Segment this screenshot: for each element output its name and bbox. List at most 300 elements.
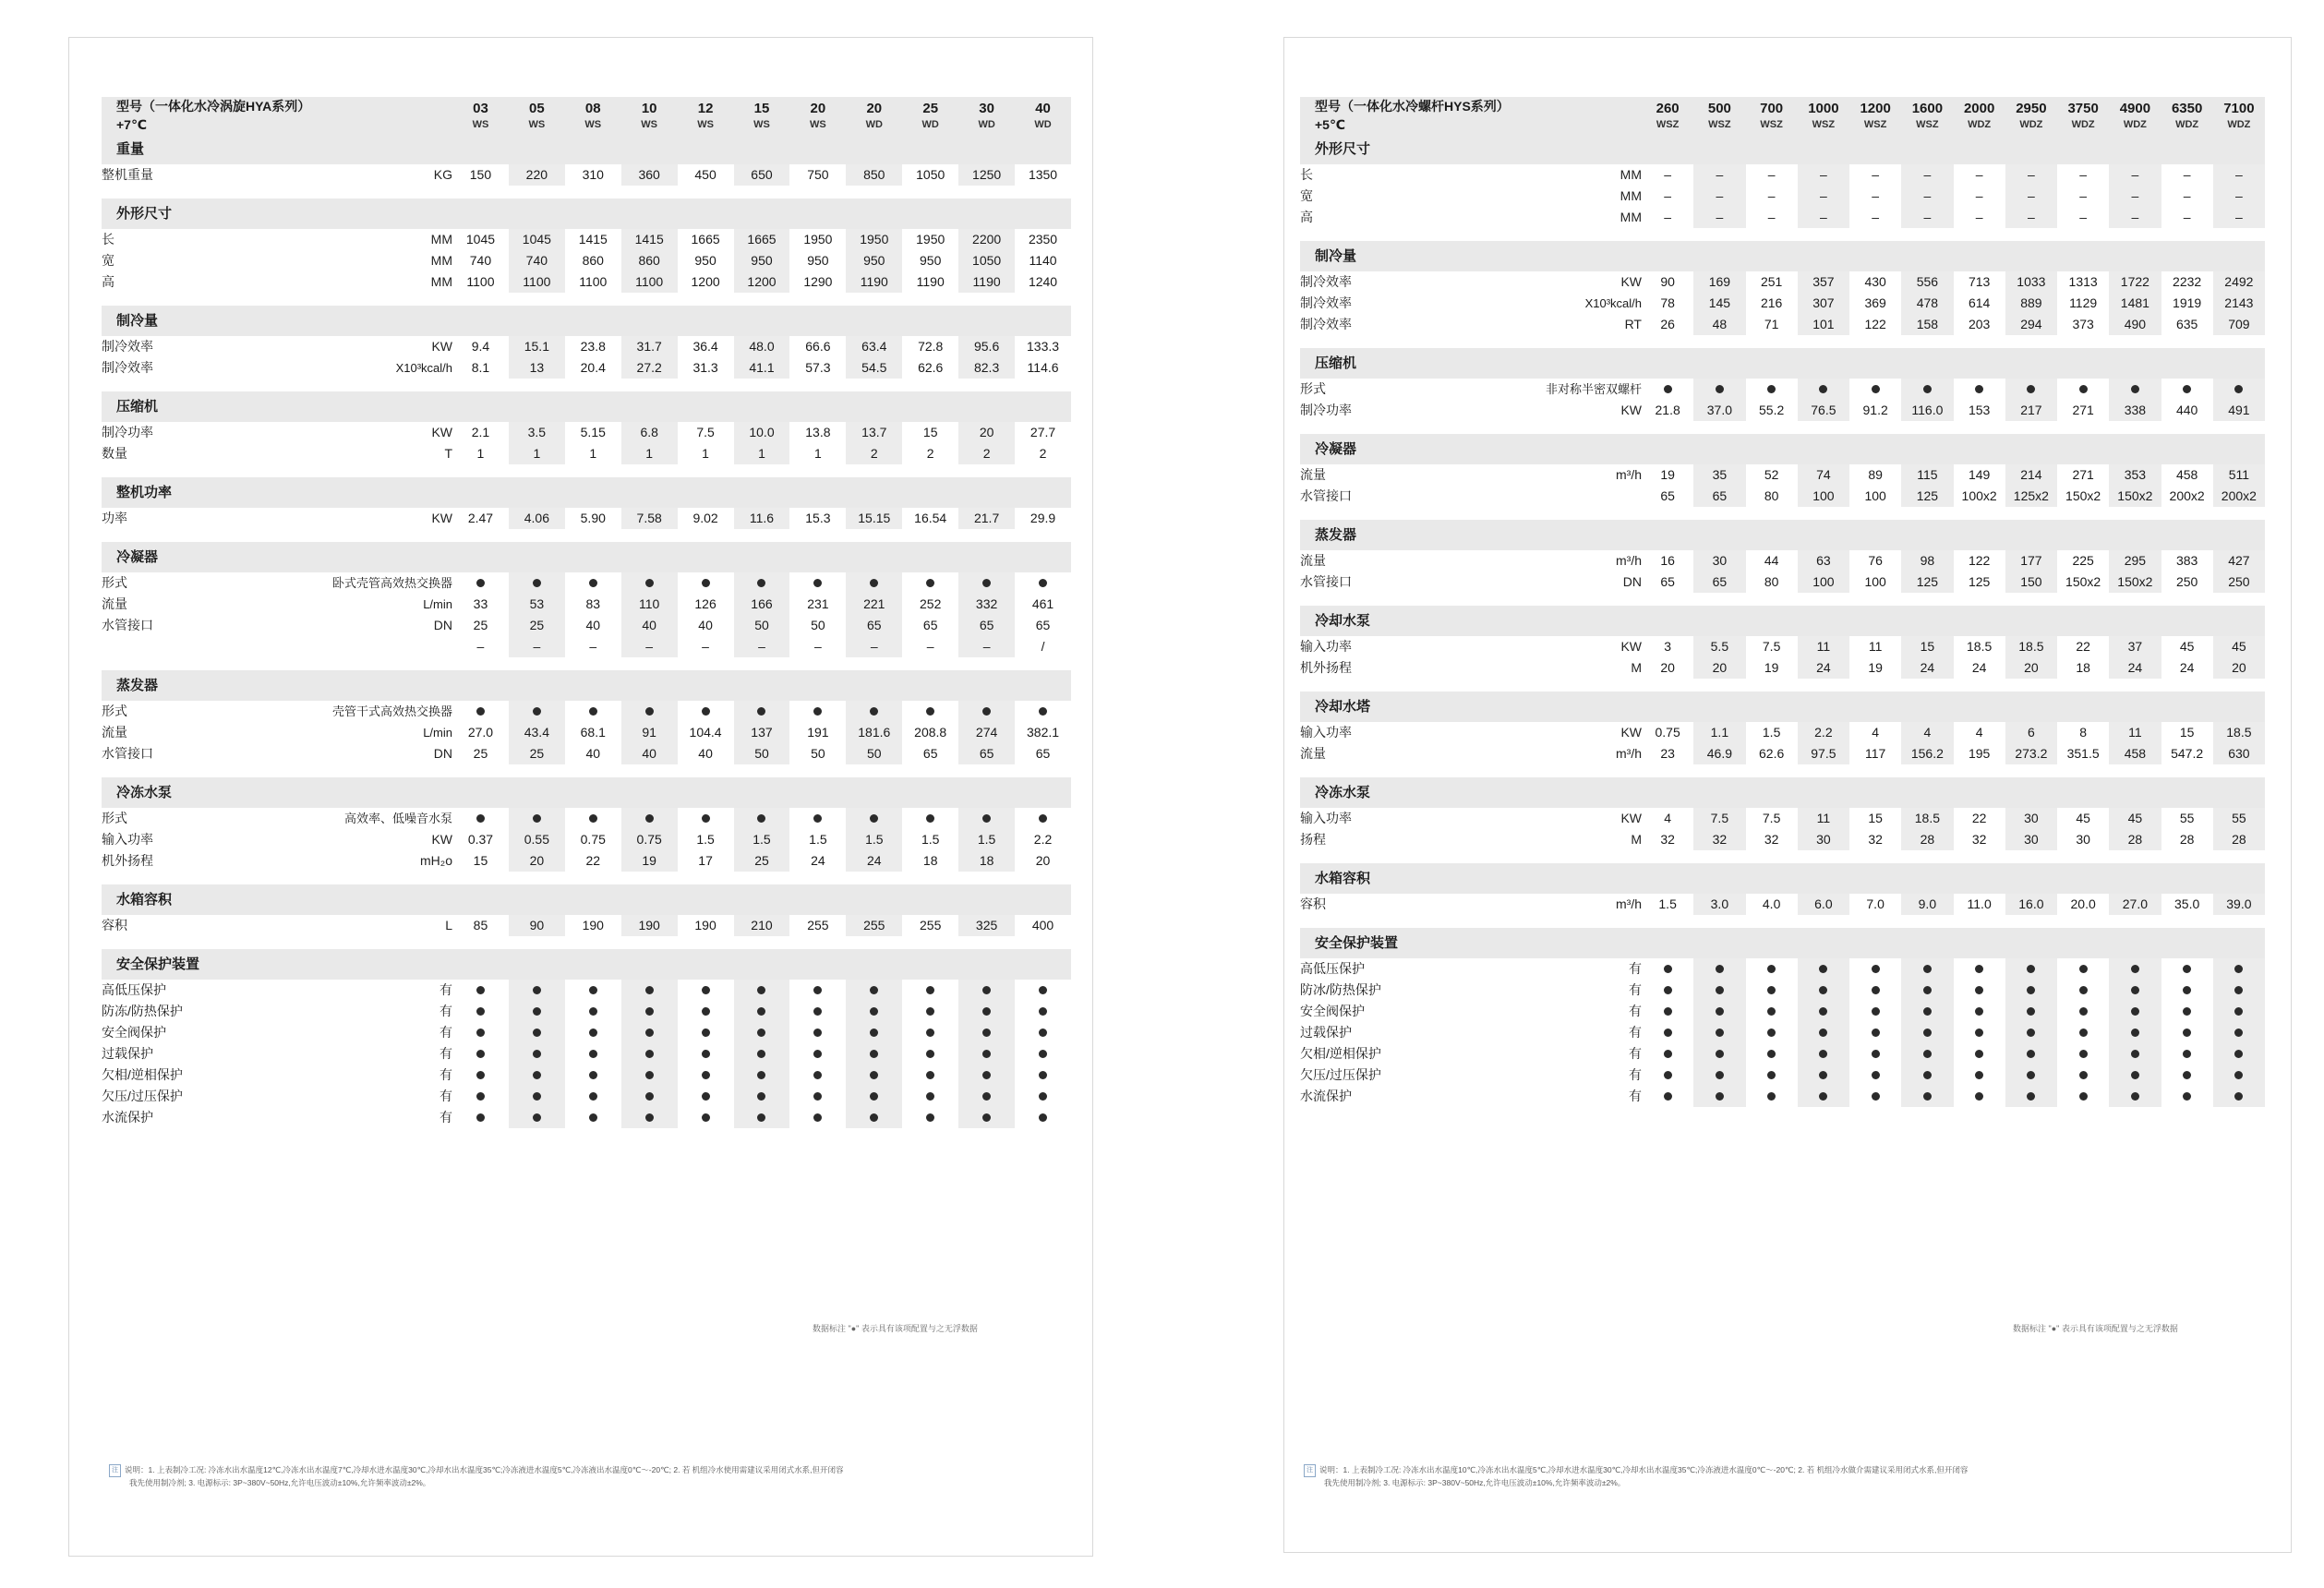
- filled-dot-icon: [533, 1007, 541, 1016]
- section-spacer-cell: [734, 391, 790, 422]
- section-spacer-cell: [1746, 134, 1798, 164]
- value-cell: 15.1: [509, 336, 565, 357]
- value-cell: –: [2213, 207, 2265, 228]
- section-spacer-cell: [678, 306, 734, 336]
- feature-dot-cell: [2057, 1001, 2109, 1022]
- section-spacer-cell: [565, 306, 621, 336]
- value-cell: 1415: [621, 229, 678, 250]
- value-cell: 1950: [916, 232, 945, 247]
- section-spacer-cell: [621, 884, 678, 915]
- value-cell: 273.2: [2005, 743, 2057, 764]
- section-spacer-cell: [2109, 434, 2161, 464]
- row-label: 输入功率: [1300, 725, 1352, 740]
- section-spacer-cell: [1954, 606, 2005, 636]
- section-spacer-cell: [678, 884, 734, 915]
- row-unit: DN: [433, 746, 452, 761]
- feature-dot-cell: [2213, 1086, 2265, 1107]
- filled-dot-icon: [2027, 1050, 2035, 1058]
- feature-dot-cell: [678, 1043, 734, 1065]
- value-cell: 80: [1764, 488, 1779, 503]
- feature-dot-cell: [1798, 1065, 1849, 1086]
- row-unit: L/min: [423, 597, 452, 611]
- row-label: 水管接口: [102, 746, 153, 761]
- value-cell: 191: [807, 725, 829, 740]
- filled-dot-icon: [1819, 1092, 1827, 1101]
- filled-dot-icon: [757, 707, 765, 716]
- table-header-row: [1300, 97, 2265, 134]
- value-cell: 45: [2179, 639, 2195, 654]
- value-cell: 21.7: [958, 508, 1015, 529]
- model-column-header: 2000 WDZ: [1954, 97, 2005, 134]
- value-cell: 4.0: [1762, 896, 1781, 911]
- value-cell: 310: [582, 167, 604, 182]
- filled-dot-icon: [926, 1113, 934, 1122]
- feature-dot-cell: [1849, 1086, 1901, 1107]
- value-cell: 116.0: [1901, 400, 1953, 421]
- filled-dot-icon: [1975, 986, 1983, 994]
- value-cell: 1045: [509, 229, 565, 250]
- section-spacer-cell: [1849, 692, 1901, 722]
- section-spacer-cell: [2161, 241, 2213, 271]
- value-cell: 713: [1968, 274, 1991, 289]
- row-label: 长: [1300, 167, 1313, 182]
- model-label: 型号（一体化水冷涡旋HYA系列） +7℃: [102, 97, 332, 134]
- value-cell: 156.2: [1901, 743, 1953, 764]
- row-unit: m³/h: [1616, 896, 1642, 911]
- filled-dot-icon: [813, 1113, 822, 1122]
- section-spacer-cell: [2213, 348, 2265, 379]
- value-cell: 90: [1660, 274, 1675, 289]
- row-unit: mH₂o: [420, 853, 452, 868]
- row-unit: 有: [440, 1089, 452, 1103]
- value-cell: 458: [2175, 467, 2198, 482]
- section-spacer-cell: [1798, 241, 1849, 271]
- filled-dot-icon: [533, 986, 541, 994]
- section-spacer-cell: [1693, 777, 1745, 808]
- value-cell: 50: [734, 743, 790, 764]
- section-header-row: [102, 198, 1071, 229]
- section-spacer-cell: [789, 391, 846, 422]
- feature-dot-cell: [789, 701, 846, 722]
- value-cell: 740: [469, 253, 492, 268]
- value-cell: 221: [846, 594, 902, 615]
- row-label: 形式: [102, 575, 127, 590]
- value-cell: 55: [2213, 808, 2265, 829]
- value-cell: 217: [2005, 400, 2057, 421]
- value-cell: 104.4: [689, 725, 722, 740]
- filled-dot-icon: [1039, 1029, 1047, 1037]
- section-spacer-cell: [678, 391, 734, 422]
- value-cell: 2.47: [467, 511, 494, 525]
- value-cell: 271: [2072, 403, 2094, 417]
- section-spacer-cell: [1798, 520, 1849, 550]
- value-cell: 2.2: [1798, 722, 1849, 743]
- value-cell: 210: [734, 915, 790, 936]
- section-spacer-cell: [1901, 692, 1953, 722]
- feature-dot-cell: [509, 1065, 565, 1086]
- value-cell: 950: [846, 250, 902, 271]
- feature-dot-cell: [678, 572, 734, 594]
- value-cell: 511: [2213, 464, 2265, 486]
- feature-dot-cell: [565, 701, 621, 722]
- section-gap: [1300, 507, 2265, 520]
- value-cell: 18.5: [1901, 808, 1953, 829]
- row-unit: 非对称半密双螺杆: [1545, 382, 1642, 396]
- value-cell: 450: [694, 167, 716, 182]
- section-spacer-cell: [1015, 542, 1071, 572]
- filled-dot-icon: [2131, 965, 2139, 973]
- filled-dot-icon: [1039, 814, 1047, 823]
- section-spacer-cell: [1901, 863, 1953, 894]
- value-cell: 1665: [691, 232, 720, 247]
- feature-dot-cell: [2005, 980, 2057, 1001]
- table-row: [1300, 314, 2265, 335]
- section-spacer-cell: [2005, 863, 2057, 894]
- value-cell: 3: [1664, 639, 1672, 654]
- feature-dot-cell: [1015, 1001, 1071, 1022]
- section-spacer-cell: [1901, 434, 1953, 464]
- row-unit: 有: [440, 1110, 452, 1125]
- value-cell: 5.90: [580, 511, 606, 525]
- filled-dot-icon: [1716, 1050, 1724, 1058]
- value-cell: 860: [582, 253, 604, 268]
- value-cell: 1.5: [921, 832, 940, 847]
- value-cell: 1: [476, 446, 485, 461]
- filled-dot-icon: [1819, 965, 1827, 973]
- feature-dot-cell: [789, 1043, 846, 1065]
- value-cell: 231: [807, 596, 829, 611]
- row-label: 宽: [102, 253, 114, 268]
- row-label: 数量: [102, 446, 127, 461]
- value-cell: 65: [922, 618, 938, 632]
- row-label: 高低压保护: [1300, 961, 1365, 976]
- value-cell: 25: [509, 743, 565, 764]
- table-row: [1300, 571, 2265, 593]
- value-cell: –: [1664, 167, 1672, 182]
- value-cell: –: [1767, 188, 1776, 203]
- table-row: [102, 250, 1071, 271]
- filled-dot-icon: [2131, 1050, 2139, 1058]
- row-unit: T: [444, 446, 452, 461]
- feature-dot-cell: [734, 1022, 790, 1043]
- filled-dot-icon: [1767, 986, 1776, 994]
- section-spacer-cell: [789, 134, 846, 164]
- filled-dot-icon: [982, 986, 991, 994]
- value-cell: 1.5: [1658, 896, 1677, 911]
- section-spacer-cell: [1849, 434, 1901, 464]
- value-cell: 16.0: [2005, 894, 2057, 915]
- filled-dot-icon: [757, 1071, 765, 1079]
- section-spacer-cell: [678, 134, 734, 164]
- value-cell: 294: [2005, 314, 2057, 335]
- section-gap: [1300, 1107, 2265, 1120]
- feature-dot-cell: [2161, 1086, 2213, 1107]
- filled-dot-icon: [2027, 1029, 2035, 1037]
- section-title: 整机功率: [102, 477, 452, 508]
- value-cell: 295: [2109, 550, 2161, 571]
- value-cell: –: [2183, 210, 2191, 224]
- feature-dot-cell: [1901, 1001, 1953, 1022]
- feature-dot-cell: [958, 1107, 1015, 1128]
- value-cell: 1100: [579, 274, 608, 289]
- section-spacer-cell: [509, 670, 565, 701]
- filled-dot-icon: [2131, 986, 2139, 994]
- section-spacer-cell: [1015, 134, 1071, 164]
- row-label: 制冷效率: [102, 339, 153, 354]
- model-column-header: 10 WS: [621, 97, 678, 134]
- feature-dot-cell: [678, 1107, 734, 1128]
- section-spacer-cell: [2161, 863, 2213, 894]
- table-row: [102, 357, 1071, 379]
- table-row: [1300, 1065, 2265, 1086]
- value-cell: 122: [1864, 317, 1886, 331]
- value-cell: 27.0: [467, 725, 494, 740]
- feature-dot-cell: [1849, 379, 1901, 400]
- feature-dot-cell: [789, 1086, 846, 1107]
- section-spacer-cell: [2005, 134, 2057, 164]
- filled-dot-icon: [757, 1007, 765, 1016]
- section-spacer-cell: [1849, 928, 1901, 958]
- value-cell: 24: [811, 853, 825, 868]
- row-label: 安全阀保护: [102, 1025, 166, 1040]
- section-spacer-cell: [1849, 520, 1901, 550]
- footnote-marker-right: 注: [1304, 1464, 1316, 1477]
- value-cell: 62.6: [1759, 746, 1785, 761]
- section-spacer-cell: [958, 777, 1015, 808]
- row-label: 过载保护: [1300, 1025, 1352, 1040]
- section-spacer-cell: [2213, 606, 2265, 636]
- value-cell: 1100: [466, 274, 495, 289]
- feature-dot-cell: [509, 980, 565, 1001]
- right-footnote-line1: 说明：1. 上表制冷工况: 冷冻水出水温度10℃,冷冻水出水温度5℃,冷却水进水温度30℃,冷却水出水温度35℃;冷冻液进水温度0℃～-20℃; 2. 若 机组冷水做介需建议采用闭式水系,但开闭容: [1319, 1465, 1969, 1474]
- value-cell: 7.0: [1866, 896, 1884, 911]
- section-spacer-cell: [1746, 692, 1798, 722]
- filled-dot-icon: [1039, 1050, 1047, 1058]
- section-spacer-cell: [2057, 241, 2109, 271]
- value-cell: 2: [846, 443, 902, 464]
- feature-dot-cell: [621, 808, 678, 829]
- section-spacer-cell: [958, 884, 1015, 915]
- feature-dot-cell: [1901, 958, 1953, 980]
- row-unit: X10³kcal/h: [395, 361, 452, 375]
- filled-dot-icon: [870, 1029, 878, 1037]
- row-unit: KW: [431, 832, 452, 847]
- filled-dot-icon: [1716, 986, 1724, 994]
- value-cell: 166: [734, 594, 790, 615]
- value-cell: 95.6: [958, 336, 1015, 357]
- table-row: [102, 1086, 1071, 1107]
- row-label: 流量: [1300, 467, 1326, 482]
- row-unit: 有: [440, 1067, 452, 1082]
- feature-dot-cell: [621, 980, 678, 1001]
- section-spacer-cell: [734, 134, 790, 164]
- row-unit: 有: [1629, 1067, 1642, 1082]
- value-cell: 325: [958, 915, 1015, 936]
- filled-dot-icon: [1819, 986, 1827, 994]
- row-label: 输入功率: [102, 832, 153, 847]
- value-cell: 1250: [958, 164, 1015, 186]
- value-cell: 1.5: [734, 829, 790, 850]
- feature-dot-cell: [1746, 1001, 1798, 1022]
- filled-dot-icon: [1872, 1071, 1880, 1079]
- value-cell: /: [1041, 639, 1045, 654]
- model-column-header: 08 WS: [565, 97, 621, 134]
- section-header-row: [102, 477, 1071, 508]
- row-unit: M: [1631, 660, 1642, 675]
- feature-dot-cell: [2213, 980, 2265, 1001]
- filled-dot-icon: [476, 814, 485, 823]
- value-cell: 427: [2213, 550, 2265, 571]
- section-spacer-cell: [846, 306, 902, 336]
- feature-dot-cell: [2057, 1065, 2109, 1086]
- value-cell: 55: [2179, 811, 2195, 825]
- value-cell: 255: [846, 915, 902, 936]
- value-cell: 8.1: [471, 360, 490, 375]
- value-cell: 20: [1035, 853, 1051, 868]
- row-label: 制冷效率: [1300, 317, 1352, 331]
- value-cell: 21.8: [1655, 403, 1680, 417]
- filled-dot-icon: [533, 707, 541, 716]
- filled-dot-icon: [982, 579, 991, 587]
- table-row: [1300, 894, 2265, 915]
- value-cell: 216: [1760, 295, 1783, 310]
- section-spacer-cell: [565, 134, 621, 164]
- filled-dot-icon: [2183, 1007, 2191, 1016]
- feature-dot-cell: [2213, 379, 2265, 400]
- value-cell: –: [1901, 186, 1953, 207]
- value-cell: 1: [702, 446, 709, 461]
- value-cell: 1919: [2173, 295, 2202, 310]
- table-row: [1300, 464, 2265, 486]
- value-cell: 44: [1764, 553, 1779, 568]
- feature-dot-cell: [2057, 958, 2109, 980]
- table-row: [102, 1001, 1071, 1022]
- section-spacer-cell: [509, 777, 565, 808]
- value-cell: 37.0: [1693, 400, 1745, 421]
- section-spacer-cell: [565, 777, 621, 808]
- filled-dot-icon: [2234, 1092, 2243, 1101]
- feature-dot-cell: [678, 980, 734, 1001]
- section-spacer-cell: [1642, 928, 1693, 958]
- feature-dot-cell: [1693, 958, 1745, 980]
- section-spacer-cell: [2057, 606, 2109, 636]
- value-cell: 1.5: [846, 829, 902, 850]
- row-label: 制冷功率: [102, 425, 153, 439]
- filled-dot-icon: [476, 986, 485, 994]
- value-cell: 46.9: [1693, 743, 1745, 764]
- value-cell: 78: [1660, 295, 1675, 310]
- filled-dot-icon: [1716, 1071, 1724, 1079]
- section-gap: [102, 764, 1071, 777]
- filled-dot-icon: [870, 814, 878, 823]
- value-cell: 48: [1693, 314, 1745, 335]
- filled-dot-icon: [1664, 1007, 1672, 1016]
- value-cell: –: [1798, 186, 1849, 207]
- feature-dot-cell: [846, 1001, 902, 1022]
- section-spacer-cell: [2005, 606, 2057, 636]
- value-cell: 66.6: [805, 339, 831, 354]
- value-cell: –: [1975, 210, 1983, 224]
- value-cell: –: [1767, 167, 1776, 182]
- value-cell: 7.5: [1762, 639, 1781, 654]
- value-cell: 110: [621, 594, 678, 615]
- section-spacer-cell: [1642, 348, 1693, 379]
- row-label: 输入功率: [1300, 639, 1352, 654]
- feature-dot-cell: [902, 572, 958, 594]
- value-cell: 27.0: [2109, 894, 2161, 915]
- model-column-header: 12 WS: [678, 97, 734, 134]
- model-column-header: 1200 WSZ: [1849, 97, 1901, 134]
- filled-dot-icon: [813, 986, 822, 994]
- value-cell: 208.8: [914, 725, 947, 740]
- filled-dot-icon: [926, 1050, 934, 1058]
- table-row: [102, 594, 1071, 615]
- row-unit: 有: [440, 1004, 452, 1018]
- section-spacer-cell: [2057, 434, 2109, 464]
- value-cell: 72.8: [918, 339, 944, 354]
- value-cell: 28: [2109, 829, 2161, 850]
- section-spacer-cell: [2213, 692, 2265, 722]
- value-cell: –: [2109, 186, 2161, 207]
- filled-dot-icon: [702, 814, 710, 823]
- value-cell: 13.8: [805, 425, 831, 439]
- row-label: 高低压保护: [102, 982, 166, 997]
- feature-dot-cell: [621, 572, 678, 594]
- value-cell: 50: [811, 618, 825, 632]
- feature-dot-cell: [1693, 1001, 1745, 1022]
- value-cell: 149: [1968, 467, 1991, 482]
- section-spacer-cell: [2005, 520, 2057, 550]
- section-spacer-cell: [846, 477, 902, 508]
- section-title: 外形尺寸: [1300, 134, 1642, 164]
- value-cell: 225: [2072, 553, 2094, 568]
- section-spacer-cell: [452, 670, 509, 701]
- table-row: [1300, 293, 2265, 314]
- section-spacer-cell: [1954, 928, 2005, 958]
- header-unit-cell: [1522, 97, 1642, 134]
- filled-dot-icon: [1872, 1050, 1880, 1058]
- feature-dot-cell: [621, 1065, 678, 1086]
- section-spacer-cell: [902, 884, 958, 915]
- section-spacer-cell: [1693, 520, 1745, 550]
- value-cell: –: [2213, 186, 2265, 207]
- table-row: [102, 701, 1071, 722]
- value-cell: 950: [694, 253, 716, 268]
- table-row: [1300, 722, 2265, 743]
- value-cell: 100x2: [1961, 488, 1997, 503]
- section-spacer-cell: [452, 542, 509, 572]
- section-spacer-cell: [1746, 928, 1798, 958]
- section-gap: [102, 529, 1071, 542]
- feature-dot-cell: [509, 1043, 565, 1065]
- filled-dot-icon: [476, 579, 485, 587]
- value-cell: 1950: [803, 232, 833, 247]
- filled-dot-icon: [1664, 986, 1672, 994]
- filled-dot-icon: [982, 1071, 991, 1079]
- section-spacer-cell: [1901, 777, 1953, 808]
- table-row: [102, 1043, 1071, 1065]
- value-cell: 1050: [958, 250, 1015, 271]
- value-cell: 11.0: [1967, 896, 1992, 911]
- row-label: 水管接口: [102, 618, 153, 632]
- row-label: 安全阀保护: [1300, 1004, 1365, 1018]
- section-spacer-cell: [678, 542, 734, 572]
- filled-dot-icon: [1039, 1092, 1047, 1101]
- value-cell: 709: [2213, 314, 2265, 335]
- section-spacer-cell: [2109, 692, 2161, 722]
- feature-dot-cell: [2005, 1022, 2057, 1043]
- value-cell: 30: [1798, 829, 1849, 850]
